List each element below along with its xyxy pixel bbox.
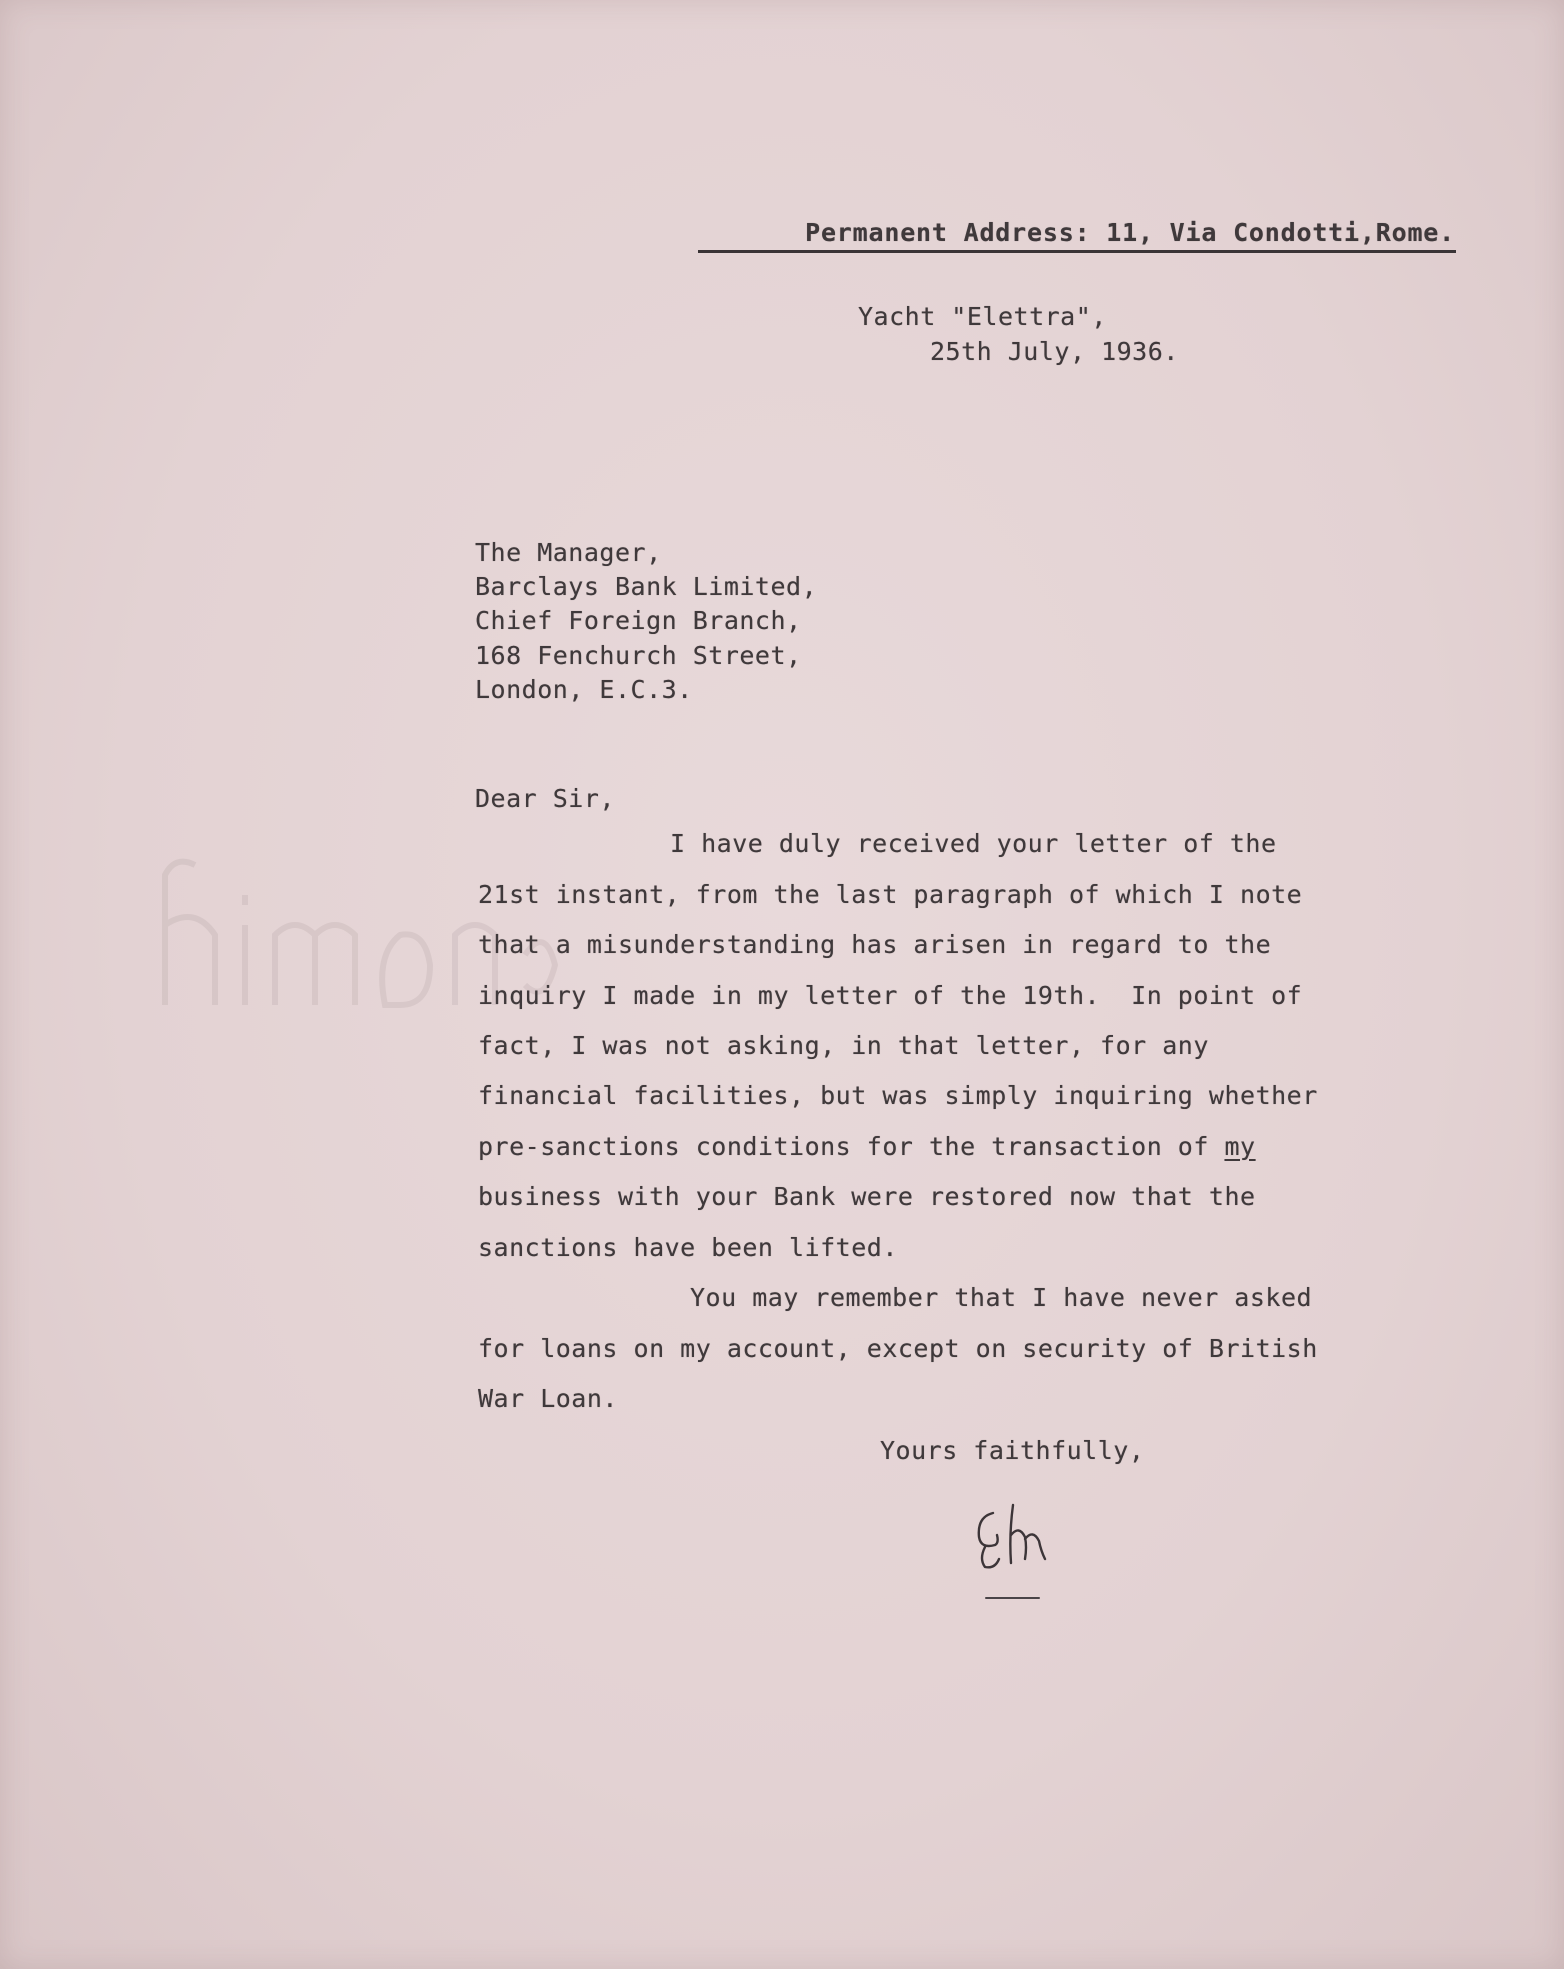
permanent-address: Permanent Address: 11, Via Condotti,Rome. bbox=[805, 218, 1455, 247]
sender-location-line1: Yacht "Elettra", bbox=[858, 302, 1107, 331]
recipient-line5: London, E.C.3. bbox=[475, 675, 693, 704]
header-underline bbox=[698, 250, 1456, 253]
body-line: I have duly received your letter of the bbox=[670, 829, 1277, 858]
body-line: 21st instant, from the last paragraph of which I note bbox=[478, 880, 1303, 909]
body-line: sanctions have been lifted. bbox=[478, 1233, 898, 1262]
body-line: fact, I was not asking, in that letter, for any bbox=[478, 1031, 1209, 1060]
recipient-line2: Barclays Bank Limited, bbox=[475, 572, 818, 601]
closing: Yours faithfully, bbox=[880, 1436, 1145, 1465]
handwritten-signature-icon bbox=[955, 1495, 1075, 1605]
body-line bbox=[478, 1132, 1256, 1161]
letter-date: 25th July, 1936. bbox=[930, 337, 1179, 366]
recipient-line1: The Manager, bbox=[475, 538, 662, 567]
recipient-line4: 168 Fenchurch Street, bbox=[475, 641, 802, 670]
recipient-line3: Chief Foreign Branch, bbox=[475, 606, 802, 635]
salutation: Dear Sir, bbox=[475, 784, 615, 813]
underlined-word: my bbox=[1224, 1132, 1256, 1161]
body-text: pre-sanctions conditions for the transaction of bbox=[478, 1132, 1225, 1161]
body-line: inquiry I made in my letter of the 19th. In point of bbox=[478, 981, 1303, 1010]
body-line: that a misunderstanding has arisen in regard to the bbox=[478, 930, 1272, 959]
body-line: You may remember that I have never asked bbox=[690, 1283, 1313, 1312]
body-line: War Loan. bbox=[478, 1384, 618, 1413]
body-line: business with your Bank were restored now that the bbox=[478, 1182, 1256, 1211]
body-line: financial facilities, but was simply inquiring whether bbox=[478, 1081, 1318, 1110]
signature-dash bbox=[985, 1597, 1040, 1599]
body-line: for loans on my account, except on security of British bbox=[478, 1334, 1318, 1363]
